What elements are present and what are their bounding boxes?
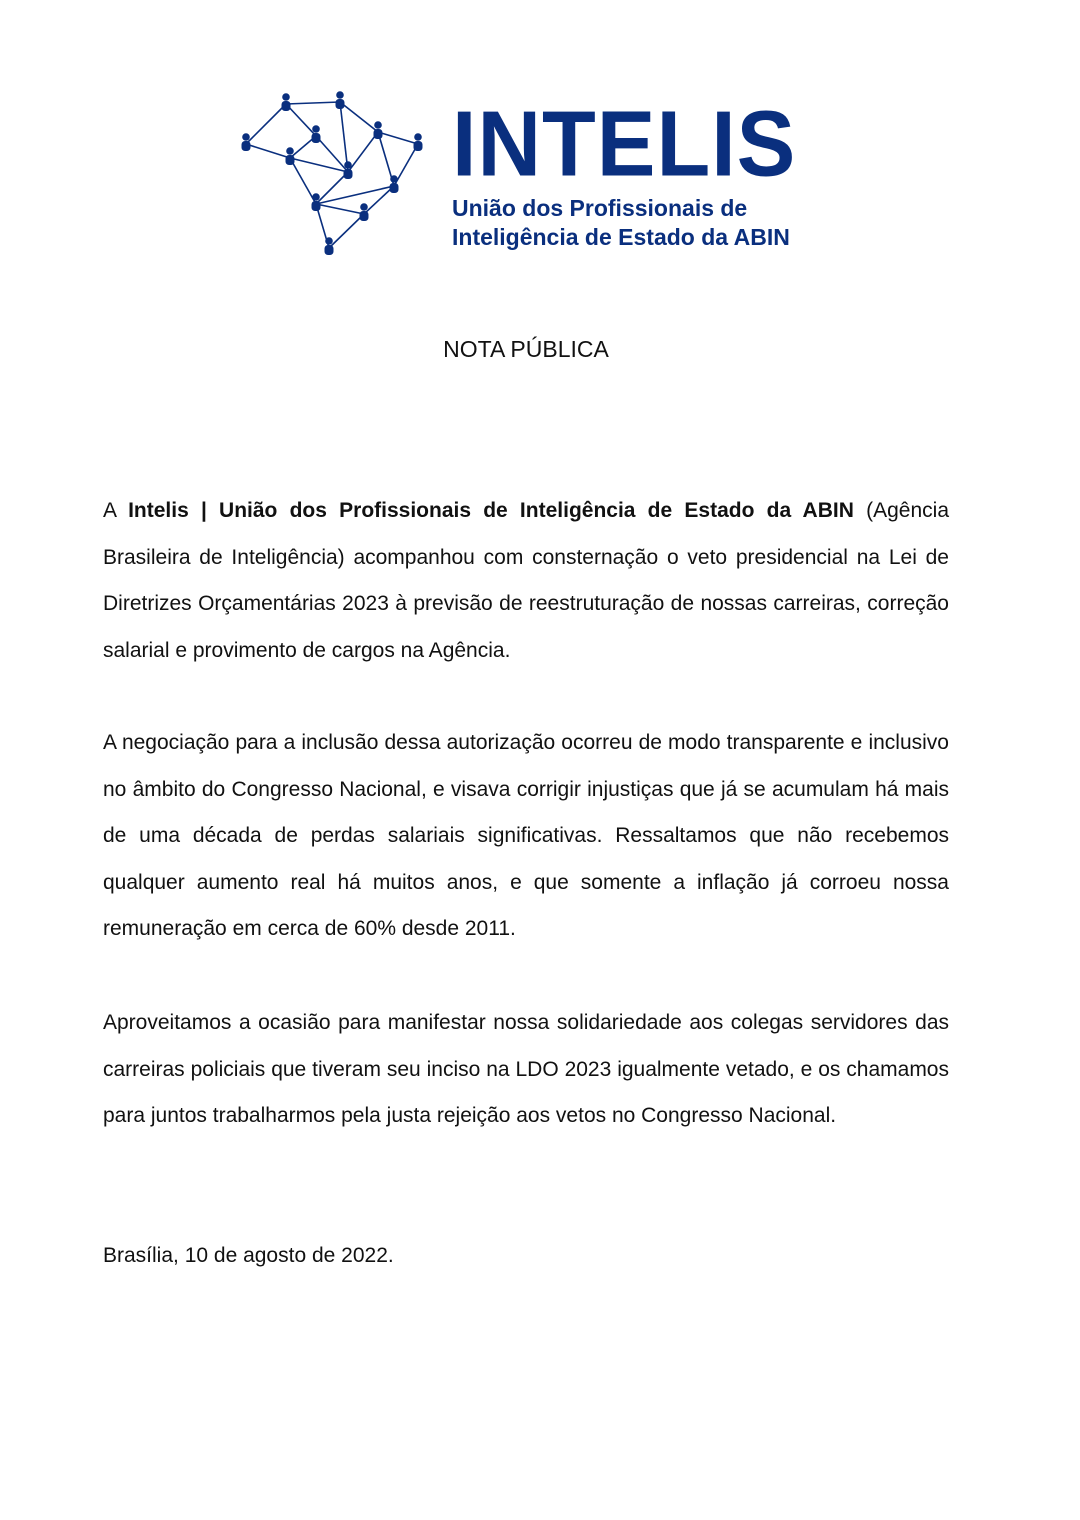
document-title: NOTA PÚBLICA (443, 336, 609, 362)
date-line: Brasília, 10 de agosto de 2022. (103, 1244, 394, 1267)
logo-subtitle-line1: União dos Profissionais de (452, 195, 748, 221)
logo-name: INTELIS (452, 91, 797, 196)
paragraph-2: A negociação para a inclusão dessa autorização ocorreu de modo transparente e inclusivo no âmbito do Congresso Nacional, e visava corrigir injustiças que já se acumulam há mais de uma década de perdas salariais significativas. Ressaltamos que não recebemos qualquer aumento real há muitos anos, e que somente a inflação já corroeu nossa remuneração em cerca de 60% desde 2011. (103, 731, 949, 940)
paragraph-1 (103, 488, 949, 674)
paragraph-3: Aproveitamos a ocasião para manifestar nossa solidariedade aos colegas servidores das carreiras policiais que tiveram seu inciso na LDO 2023 igualmente vetado, e os chamamos para juntos trabalharmos pela justa rejeição aos vetos no Congresso Nacional. (103, 1011, 949, 1127)
paragraph-1-rest: (Agência Brasileira de Inteligência) acompanhou com consternação o veto presidencial na Lei de Diretrizes Orçamentárias 2023 à previsão de reestruturação de nossas carreiras, correção salarial e provimento de cargos na Agência. (103, 499, 949, 662)
brazil-network-icon (236, 86, 426, 266)
paragraph-1-lead: A (103, 499, 116, 522)
logo-subtitle-line2: Inteligência de Estado da ABIN (452, 224, 790, 250)
intelis-logo (236, 86, 796, 266)
logo-wordmark (452, 91, 797, 252)
organization-name: Intelis | União dos Profissionais de Inteligência de Estado da ABIN (128, 499, 854, 522)
